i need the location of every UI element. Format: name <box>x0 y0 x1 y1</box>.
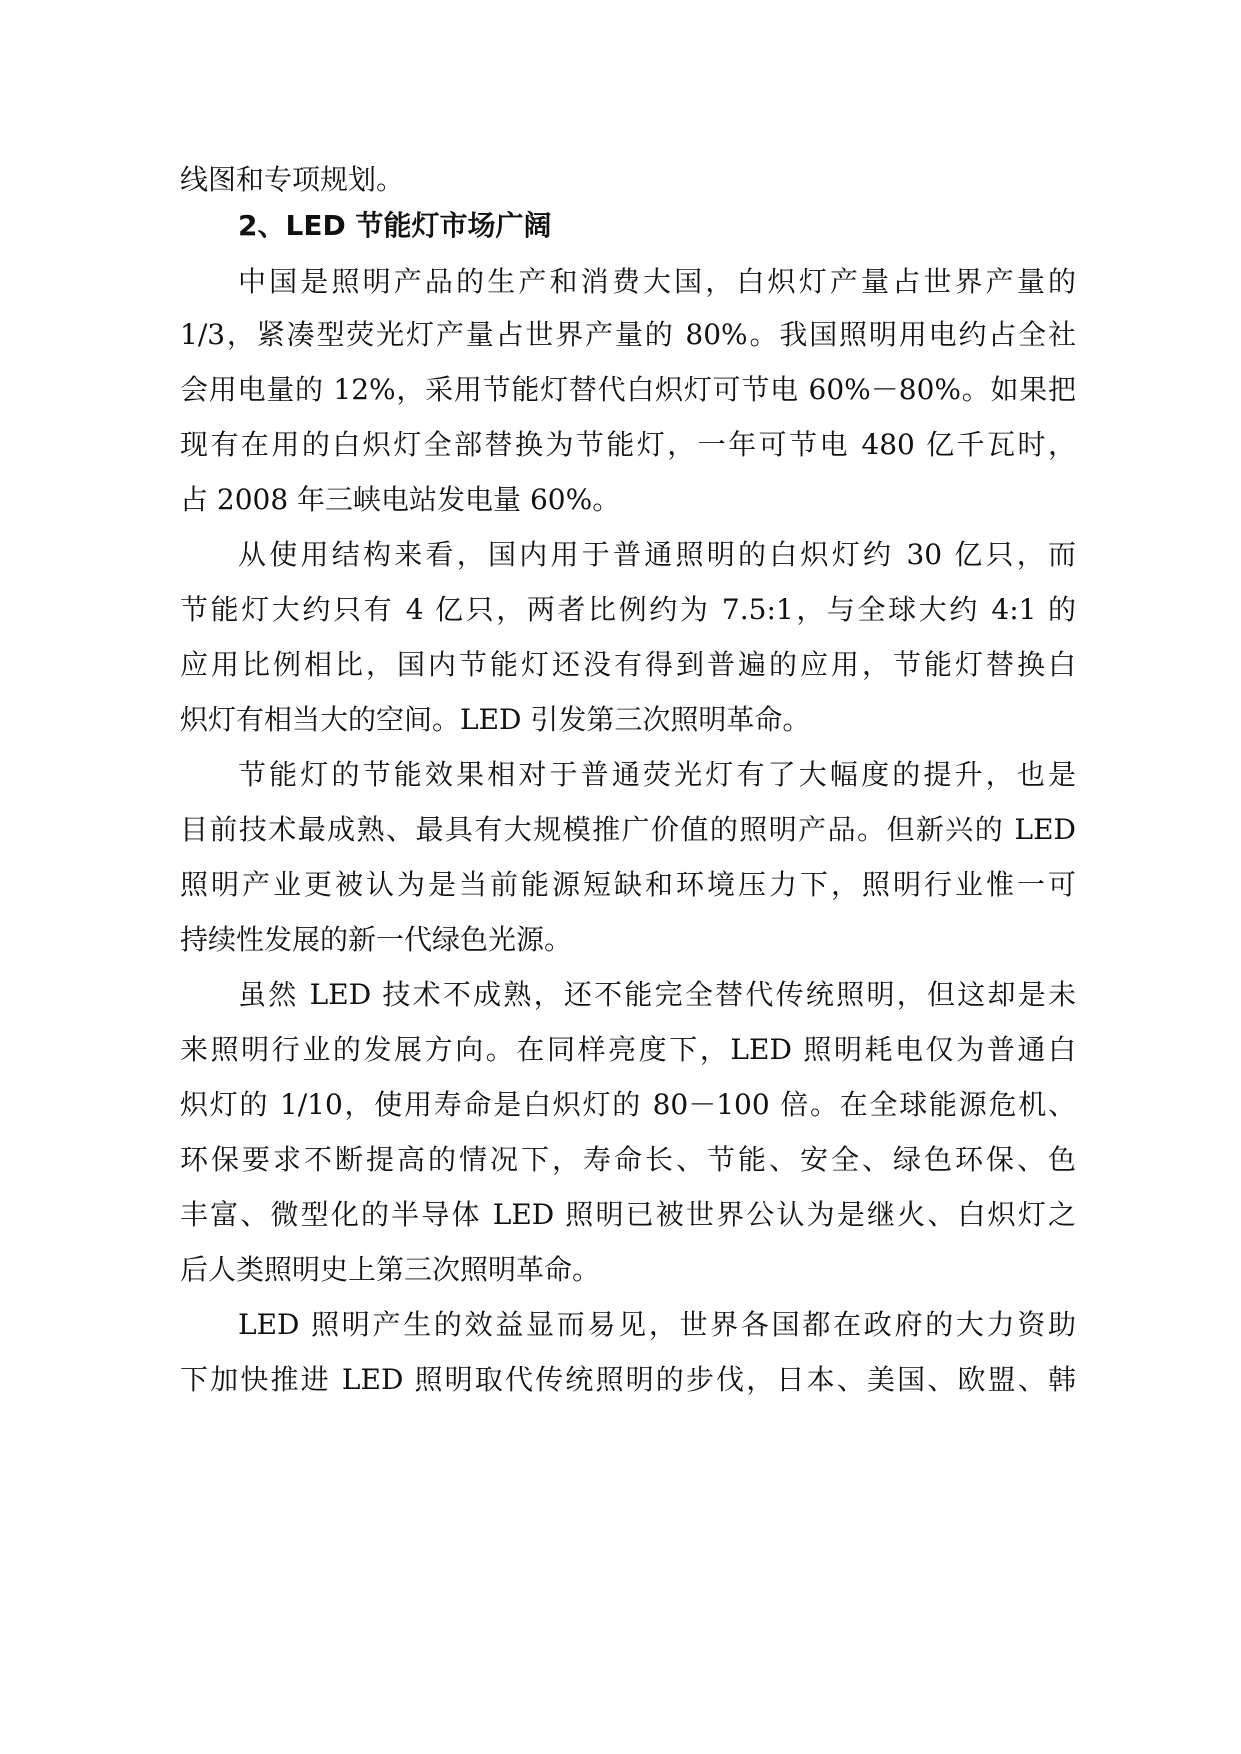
paragraph-line: 来照明行业的发展方向。在同样亮度下，LED 照明耗电仅为普通白 <box>180 1033 1076 1066</box>
paragraph-line: 应用比例相比，国内节能灯还没有得到普遍的应用，节能灯替换白 <box>180 648 1076 681</box>
paragraph-line: 会用电量的 12%，采用节能灯替代白炽灯可节电 60%－80%。如果把 <box>180 373 1076 406</box>
paragraph-line: 线图和专项规划。 <box>180 163 405 196</box>
paragraph-line: 照明产业更被认为是当前能源短缺和环境压力下，照明行业惟一可 <box>180 868 1076 901</box>
paragraph-line: 现有在用的白炽灯全部替换为节能灯，一年可节电 480 亿千瓦时， <box>180 428 1076 461</box>
paragraph-line: 丰富、微型化的半导体 LED 照明已被世界公认为是继火、白炽灯之 <box>180 1198 1076 1231</box>
paragraph-line: 节能灯的节能效果相对于普通荧光灯有了大幅度的提升，也是 <box>238 758 1076 791</box>
paragraph-line: 目前技术最成熟、最具有大规模推广价值的照明产品。但新兴的 LED <box>180 813 1076 846</box>
paragraph-line: 虽然 LED 技术不成熟，还不能完全替代传统照明，但这却是未 <box>238 978 1076 1011</box>
paragraph-line: 后人类照明史上第三次照明革命。 <box>180 1253 601 1286</box>
paragraph-line: 中国是照明产品的生产和消费大国，白炽灯产量占世界产量的 <box>238 265 1076 298</box>
paragraph-line: LED 照明产生的效益显而易见，世界各国都在政府的大力资助 <box>238 1308 1076 1341</box>
paragraph-line: 下加快推进 LED 照明取代传统照明的步伐，日本、美国、欧盟、韩 <box>180 1363 1076 1396</box>
paragraph-line: 炽灯的 1/10，使用寿命是白炽灯的 80－100 倍。在全球能源危机、 <box>180 1088 1076 1121</box>
paragraph-line: 1/3，紧凑型荧光灯产量占世界产量的 80%。我国照明用电约占全社 <box>180 318 1076 351</box>
paragraph-line: 环保要求不断提高的情况下，寿命长、节能、安全、绿色环保、色 <box>180 1143 1076 1176</box>
paragraph-line: 占 2008 年三峡电站发电量 60%。 <box>180 483 621 516</box>
paragraph-line: 持续性发展的新一代绿色光源。 <box>180 923 573 956</box>
section-heading: 2、LED 节能灯市场广阔 <box>238 209 552 242</box>
paragraph-line: 炽灯有相当大的空间。LED 引发第三次照明革命。 <box>180 703 811 736</box>
paragraph-line: 节能灯大约只有 4 亿只，两者比例约为 7.5:1，与全球大约 4:1 的 <box>180 593 1076 626</box>
paragraph-line: 从使用结构来看，国内用于普通照明的白炽灯约 30 亿只，而 <box>238 538 1076 571</box>
